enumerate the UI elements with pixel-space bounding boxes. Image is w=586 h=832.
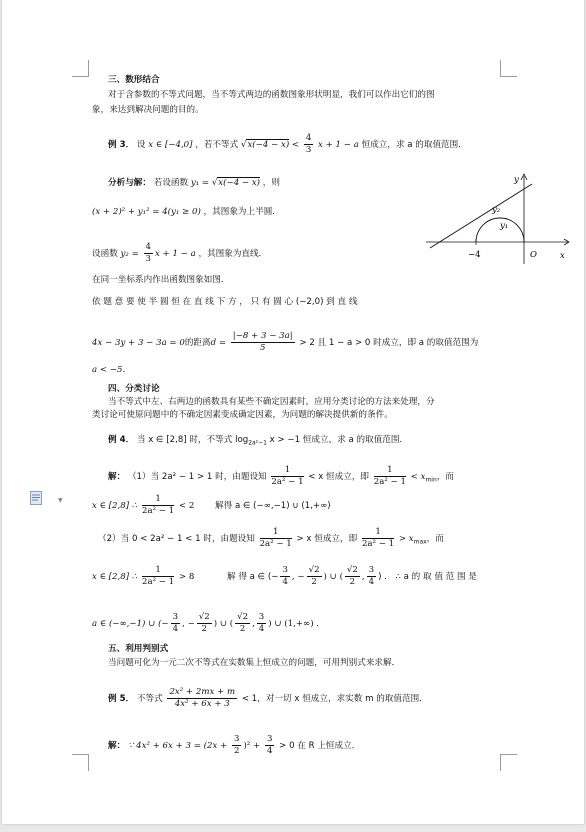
solution-text: , −: [291, 572, 305, 582]
sqrt-sign: √: [211, 178, 218, 188]
example-5-text: 不等式: [136, 694, 163, 704]
fraction: [232, 734, 241, 757]
numerator: 3: [282, 565, 288, 575]
denominator: 2: [311, 577, 317, 587]
denominator: 3: [305, 145, 312, 155]
numerator: √2: [237, 612, 249, 622]
denominator: 2a² − 1: [141, 506, 175, 516]
denominator: 2: [234, 746, 240, 756]
solution-text: )² +: [243, 741, 263, 751]
analysis-text: ，则: [262, 178, 280, 188]
denominator: 2a² − 1: [271, 477, 304, 487]
denominator: 4: [368, 577, 375, 587]
numerator: 3: [368, 565, 375, 575]
analysis-text: 若设函数: [153, 178, 189, 188]
denominator: 4: [282, 577, 288, 587]
solution-2-line-2: [92, 565, 477, 588]
distance-fraction: [231, 331, 295, 354]
solution-text: ,: [361, 572, 365, 582]
fraction: [280, 565, 289, 588]
example-3-text-2: ，若不等式: [195, 140, 239, 150]
analysis-line-3: [92, 242, 267, 265]
numerator: 1: [362, 527, 394, 539]
denominator: 2a² − 1: [373, 477, 406, 487]
solution-1-line-2: [92, 494, 331, 517]
fraction: [235, 612, 250, 635]
numerator: 1: [374, 465, 406, 477]
solution-label: 解：: [108, 741, 126, 751]
example-3-sqrt: x(−4 − x): [247, 140, 290, 150]
numerator: 3: [266, 734, 273, 744]
fraction: [307, 565, 322, 588]
numerator: 1: [260, 527, 292, 539]
section-4-title: 四、分类讨论: [108, 384, 160, 394]
solution-text: > 8: [176, 572, 195, 582]
label-x: x: [560, 251, 565, 261]
label-y2: y₂: [492, 205, 501, 215]
label-minus-4: −4: [468, 250, 481, 260]
section-4-para-2: 类讨论可使原问题中的不确定因素变成确定因素，为问题的解决提供新的条件。: [92, 410, 393, 420]
solution-text: x ∈ [2,8] ∴: [92, 572, 138, 582]
function-graph: [420, 166, 570, 266]
analysis-line-4: 在同一坐标系内作出函数图象如图．: [92, 275, 230, 285]
solution-text: 解 得 a ∈ (−: [227, 572, 279, 582]
solution-text: < x 恒成立，即: [308, 472, 370, 482]
example-4-text: 当 x ∈ [2,8] 时，不等式 log: [136, 435, 249, 445]
denominator: 2: [239, 624, 246, 634]
solution-text: ) ∪ (: [213, 619, 234, 629]
analysis-result: a < −5．: [92, 365, 132, 375]
analysis-text: ，其图象为直线．: [198, 249, 268, 259]
label-origin: O: [530, 250, 537, 260]
circle-equation: (x + 2)² + y₁² = 4(y₁ ≥ 0): [92, 207, 201, 217]
analysis-y1-sqrt: x(−4 − x): [218, 178, 261, 188]
analysis-text: ，其图象为上半圆．: [203, 207, 281, 217]
fraction: [197, 612, 212, 635]
solution-1-line-1: [108, 465, 454, 488]
solution-text: （1）当 2a² − 1 > 1 时，由题设知: [127, 472, 267, 482]
example-3-text-1: 设: [136, 140, 146, 150]
label-y1: y₁: [500, 221, 509, 231]
analysis-line-6: [92, 331, 478, 354]
fraction: [367, 565, 376, 588]
solution-text: ,: [252, 619, 255, 629]
denominator: 4: [258, 624, 265, 634]
fraction: [265, 734, 274, 757]
numerator: 4: [305, 133, 312, 143]
example-3: [108, 133, 467, 156]
analysis-text: > 2 且 1 − a > 0 时成立，即 a 的取值范围为: [296, 338, 479, 348]
numerator: 1: [142, 565, 174, 577]
solution-text: ) ． ∴ a 的 取 值 范 围 是: [378, 572, 477, 582]
analysis-line-1: [108, 177, 280, 189]
fraction: [257, 612, 266, 635]
fraction: [260, 527, 292, 550]
example-4-text-2: x > −1 恒成立，求 a 的取值范围．: [266, 435, 409, 445]
analysis-y2-fraction: [144, 242, 153, 265]
section-4-para-1: 当不等式中左、右两边的函数具有某些不确定因素时，应用分类讨论的方法来处理，分: [108, 397, 435, 407]
sqrt-sign: √: [240, 140, 247, 150]
fraction: [142, 565, 174, 588]
example-5-fraction: [167, 687, 237, 710]
section-5-para-1: 当问题可化为一元二次不等式在实数集上恒成立的问题，可用判别式来求解．: [108, 658, 401, 668]
numerator: 1: [142, 494, 174, 506]
denominator: 5: [259, 343, 266, 353]
document-layout-icon[interactable]: [30, 491, 42, 505]
solution-text: ∵ 4x² + 6x + 3 = (2x +: [127, 741, 231, 751]
denominator: 4: [266, 746, 273, 756]
solution-text: x ∈ [2,8] ∴: [92, 501, 138, 511]
denominator: 2: [201, 624, 207, 634]
example-5-label: 例 5．: [108, 694, 135, 704]
analysis-text: 设函数: [92, 249, 118, 259]
dropdown-arrow-icon[interactable]: ▼: [58, 497, 63, 504]
solution-text: > x: [396, 534, 414, 544]
analysis-label: 分析与解：: [108, 178, 151, 188]
solution-text: > x 恒成立，即: [296, 534, 358, 544]
line-equation: 4x − 3y + 3 − 3a = 0: [92, 338, 185, 348]
solution-text: , −: [182, 619, 195, 629]
solution-text: （2）当 0 < 2a² − 1 < 1 时，由题设知: [98, 534, 255, 544]
example-5: [108, 687, 428, 710]
section-3-para-1: 对于含参数的不等式问题，当不等式两边的函数图象形状明显，我们可以作出它们的图: [108, 90, 435, 100]
example-3-text-3: 恒成立，求 a 的取值范围．: [361, 140, 467, 150]
denominator: 2a² − 1: [141, 577, 175, 587]
analysis-y1: y₁ =: [190, 178, 212, 188]
denominator: 4: [172, 624, 179, 634]
distance-d: d =: [210, 338, 229, 348]
solution-label: 解：: [108, 472, 126, 482]
fraction: [171, 612, 180, 635]
numerator: 1: [271, 465, 303, 477]
numerator: 3: [234, 734, 240, 744]
analysis-line-5: 依 题 意 要 使 半 圆 恒 在 直 线 下 方 ， 只 有 圆 心 (−2,0) 到 直 线: [92, 297, 358, 307]
example-5-text-2: < 1，对一切 x 恒成立，求实数 m 的取值范围．: [239, 694, 428, 704]
numerator: 3: [258, 612, 265, 622]
fraction: [345, 565, 360, 588]
label-y: y: [514, 175, 519, 185]
solution-final: [92, 612, 325, 635]
subscript-min: min: [425, 476, 437, 484]
solution-text: ，而: [426, 534, 444, 544]
solution-2-line-1: [98, 527, 444, 550]
solution-result-1: 解得 a ∈ (−∞,−1) ∪ (1,+∞): [215, 501, 331, 511]
denominator: 4x² + 6x + 3: [174, 699, 230, 709]
example-3-condition: x ∈ [−4,0]: [148, 140, 193, 150]
analysis-y2-tail: x + 1 − a: [154, 249, 196, 259]
analysis-line-2: [92, 206, 281, 218]
solution-text: < 2: [176, 501, 195, 511]
solution-text: > 0 在 R 上恒成立．: [276, 741, 361, 751]
margin-corner-top-right: [500, 60, 517, 77]
document-page: [2, 0, 584, 824]
example-5-solution: [108, 734, 360, 757]
denominator: 2a² − 1: [361, 539, 395, 549]
example-3-label: 例 3．: [108, 140, 135, 150]
example-3-fraction: [304, 133, 313, 156]
section-3-title: 三、数形结合: [108, 75, 160, 85]
margin-corner-bottom-right: [500, 754, 517, 771]
analysis-y2: y₂ =: [120, 249, 142, 259]
example-3-lt: <: [291, 140, 302, 150]
numerator: |−8 + 3 − 3a|: [232, 331, 293, 341]
numerator: 3: [172, 612, 179, 622]
numerator: 2x² + 2mx + m: [169, 687, 236, 697]
margin-corner-bottom-left: [72, 754, 89, 771]
fraction: [142, 494, 174, 517]
fraction: [271, 465, 303, 488]
example-4: [108, 434, 408, 450]
solution-text: ) ∪ (1,+∞) ．: [268, 619, 325, 629]
example-3-tail: x + 1 − a: [318, 140, 359, 150]
subscript-max: max: [413, 538, 427, 546]
analysis-text: 的距离: [184, 338, 211, 348]
line-y2: [430, 184, 532, 248]
example-4-label: 例 4．: [108, 435, 135, 445]
numerator: 4: [145, 242, 151, 252]
margin-corner-top-left: [72, 60, 89, 77]
log-base: 2a²−1: [248, 439, 267, 447]
solution-text: a ∈ (−∞,−1) ∪ (−: [92, 619, 169, 629]
numerator: √2: [346, 565, 358, 575]
solution-text: ，而: [436, 472, 454, 482]
solution-text: < x: [407, 472, 426, 482]
section-5-title: 五、利用判别式: [108, 644, 169, 654]
section-3-para-2: 象，来达到解决问题的目的。: [92, 105, 204, 115]
fraction: [362, 527, 394, 550]
denominator: 2: [349, 577, 356, 587]
numerator: √2: [308, 565, 320, 575]
solution-text: ) ∪ (: [323, 572, 343, 582]
denominator: 3: [145, 254, 151, 264]
fraction: [374, 465, 406, 488]
numerator: √2: [198, 612, 210, 622]
denominator: 2a² − 1: [259, 539, 292, 549]
